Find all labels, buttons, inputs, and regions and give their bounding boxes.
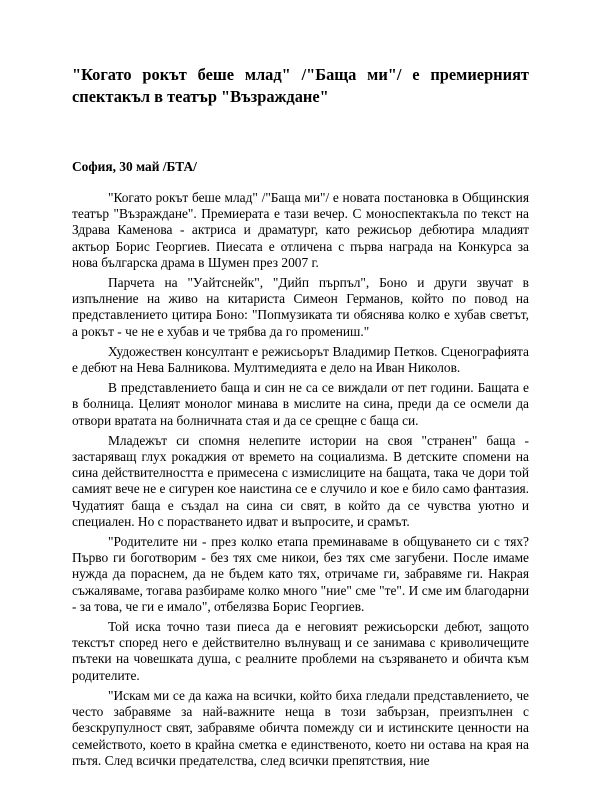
article-dateline: София, 30 май /БТА/: [72, 159, 197, 174]
paragraph-3: Художествен консултант е режисьорът Владимир Петков. Сценографията е дебют на Нева Балникова. Мултимедията е дело на Иван Николов.: [72, 343, 529, 376]
paragraph-6: "Родителите ни - през колко етапа преминаваме в общуването си с тях? Първо ги боготворим - без тях сме никои, без тях сме загубени. После имаме нужда да пораснем, да не бъдем като тях, отричаме ги, забравяме ги. Накрая съжаляваме, тогава разбираме колко много "ние" сме "те". И сме им благодарни - за това, че ги е имало", отбелязва Борис Георгиев.: [72, 534, 529, 614]
paragraph-8: "Искам ми се да кажа на всички, който биха гледали представлението, че често забравяме за най-важните неща в този забързан, преизпълнен с безскрупулност свят, забравяме обичта помежду си и истинските ценности на семейството, което в крайна сметка е единственото, което ни остава на края на пътя. След всички предателства, след всички препятствия, ние: [72, 687, 529, 768]
paragraph-5: Младежът си спомня нелепите истории на своя "странен" баща - застаряващ глух рокаджия от времето на социализма. В детските спомени на сина действителността е примесена с измислиците на бащата, така че дори той самият вече не е сигурен кое наистина се е случило и кое е било само фантазия. Чудатият баща е създал на сина си свят, в който да се чувства уютно и специален. Но с порастването идват и въпросите, и срамът.: [72, 432, 529, 529]
paragraph-2: Парчета на "Уайтснейк", "Дийп пърпъл", Боно и други звучат в изпълнение на живо на китариста Симеон Германов, който по повод на представлението цитира Боно: "Попмузиката ти обяснява колко е хубав светът, а рокът - че не е хубав и че трябва да го промениш.": [72, 275, 529, 339]
article-title: "Когато рокът беше млад" /"Баща ми"/ е премиерният спектакъл в театър "Възраждане": [72, 65, 529, 106]
document-page: [72, 64, 529, 773]
paragraph-7: Той иска точно тази пиеса да е неговият режисьорски дебют, защото текстът според него е действително вълнуващ и се занимава с криволичещите пътеки на човешката душа, с реалните проблеми на съзряването и обичта към родителите.: [72, 619, 529, 683]
paragraph-1: "Когато рокът беше млад" /"Баща ми"/ е новата постановка в Общинския театър "Възраждане". Премиерата е тази вечер. С моноспектакъла по текст на Здрава Каменова - актриса и драматург, като режисьор дебютира младият актьор Борис Георгиев. Пиесата е отличена с първа награда на Конкурса за нова българска драма в Шумен през 2007 г.: [72, 190, 529, 270]
article-body: [72, 190, 529, 769]
paragraph-4: В представлението баща и син не са се виждали от пет години. Бащата е в болница. Целият монолог минава в мислите на сина, преди да се осмели да отвори вратата на болничната стая и да се срещне с баща си.: [72, 380, 529, 428]
